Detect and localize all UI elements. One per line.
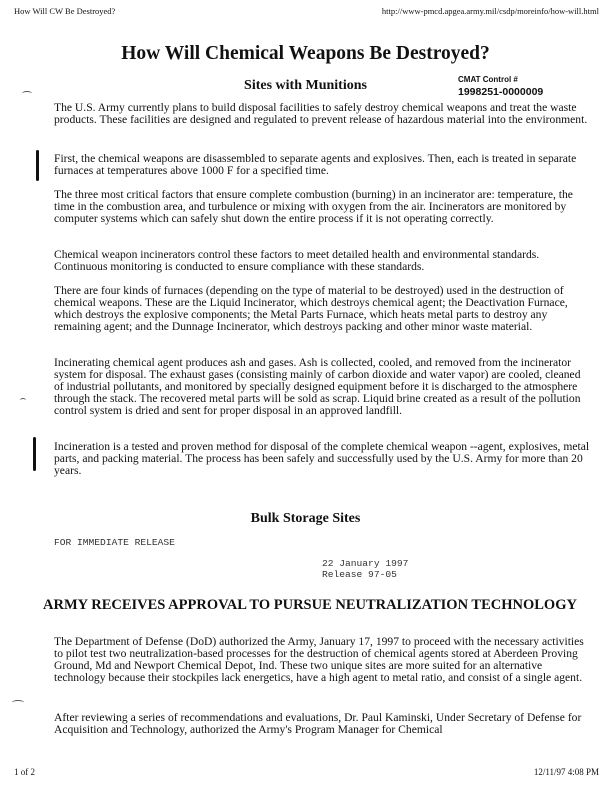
press-paragraph: After reviewing a series of recommendations and evaluations, Dr. Paul Kaminski, Under Secretary of Defense for Acquisition and Technology, authorized the Army's Program Manager for Chemical bbox=[54, 711, 582, 736]
release-date: 22 January 1997 bbox=[322, 558, 409, 569]
margin-tick-mark bbox=[22, 91, 32, 96]
margin-bar-mark bbox=[36, 150, 39, 181]
paragraph: Chemical weapon incinerators control these factors to meet detailed health and environmental standards. Continuous monitoring is conducted to ensure compliance with these standards. bbox=[54, 248, 540, 273]
cmat-control-label: CMAT Control # bbox=[458, 75, 518, 84]
margin-bar-mark bbox=[33, 437, 36, 471]
margin-tick-mark bbox=[20, 398, 26, 403]
cmat-control-number: 1998251-0000009 bbox=[458, 86, 544, 98]
page-title: How Will Chemical Weapons Be Destroyed? bbox=[121, 43, 490, 64]
press-headline: ARMY RECEIVES APPROVAL TO PURSUE NEUTRALIZATION TECHNOLOGY bbox=[43, 597, 577, 613]
print-header-title: How Will CW Be Destroyed? bbox=[14, 6, 116, 16]
paragraph: Incineration is a tested and proven method for disposal of the complete chemical weapon --agent, explosives, metal parts, and packing material. The process has been safely and successfully used by the U.S. Army for more than 20 years. bbox=[54, 440, 590, 477]
section-title-munitions: Sites with Munitions bbox=[244, 78, 367, 93]
page-number: 1 of 2 bbox=[14, 767, 35, 777]
paragraph: The U.S. Army currently plans to build disposal facilities to safely destroy chemical weapons and treat the waste products. These facilities are designed and regulated to prevent release of hazardous material into the environment. bbox=[54, 101, 588, 126]
press-paragraph: The Department of Defense (DoD) authorized the Army, January 17, 1997 to proceed with the necessary activities to pilot test two neutralization-based processes for the destruction of chemical agents stored at Aberdeen Proving Ground, Md and Newport Chemical Depot, Ind. These two unique sites are more suited for an alternative technology because their stockpiles lack energetics, have a high agent to metal ratio, and consist of a single agent. bbox=[54, 635, 584, 684]
paragraph: There are four kinds of furnaces (depending on the type of material to be destroyed) used in the destruction of chemical weapons. These are the Liquid Incinerator, which destroys chemical agent; the Deactivation Furnace, which destroys the explosive components; the Metal Parts Furnace, which heats metal parts to destroy any remaining agent; and the Dunnage Incinerator, which destroys packing and other minor waste material. bbox=[54, 284, 568, 333]
section-title-bulk-storage: Bulk Storage Sites bbox=[250, 511, 361, 526]
paragraph: First, the chemical weapons are disassembled to separate agents and explosives. Then, each is treated in separate furnaces at temperatures above 1000 F for a specified time. bbox=[54, 152, 577, 177]
paragraph: Incinerating chemical agent produces ash and gases. Ash is collected, cooled, and removed from the incinerator system for disposal. The exhaust gases (consisting mainly of carbon dioxide and water vapor) are cooled, cleaned of industrial pollutants, and monitored by specially designed equipment before it is discharged to the atmosphere through the stack. The recovered metal parts will be sold as scrap. Liquid brine created as a result of the pollution control system is dried and sent for proper disposal in an approved landfill. bbox=[54, 356, 581, 417]
margin-tick-mark bbox=[12, 700, 24, 705]
paragraph: The three most critical factors that ensure complete combustion (burning) in an incinerator are: temperature, the time in the combustion area, and turbulence or mixing with oxygen from the air. Incinerators are monitored by computer systems which can safely shut down the entire process if it is not operating correctly. bbox=[54, 188, 573, 225]
release-number: Release 97-05 bbox=[322, 569, 397, 580]
print-timestamp: 12/11/97 4:08 PM bbox=[533, 767, 599, 777]
release-label: FOR IMMEDIATE RELEASE bbox=[54, 537, 175, 548]
print-header-url: http://www-pmcd.apgea.army.mil/csdp/moreinfo/how-will.html bbox=[381, 6, 599, 16]
